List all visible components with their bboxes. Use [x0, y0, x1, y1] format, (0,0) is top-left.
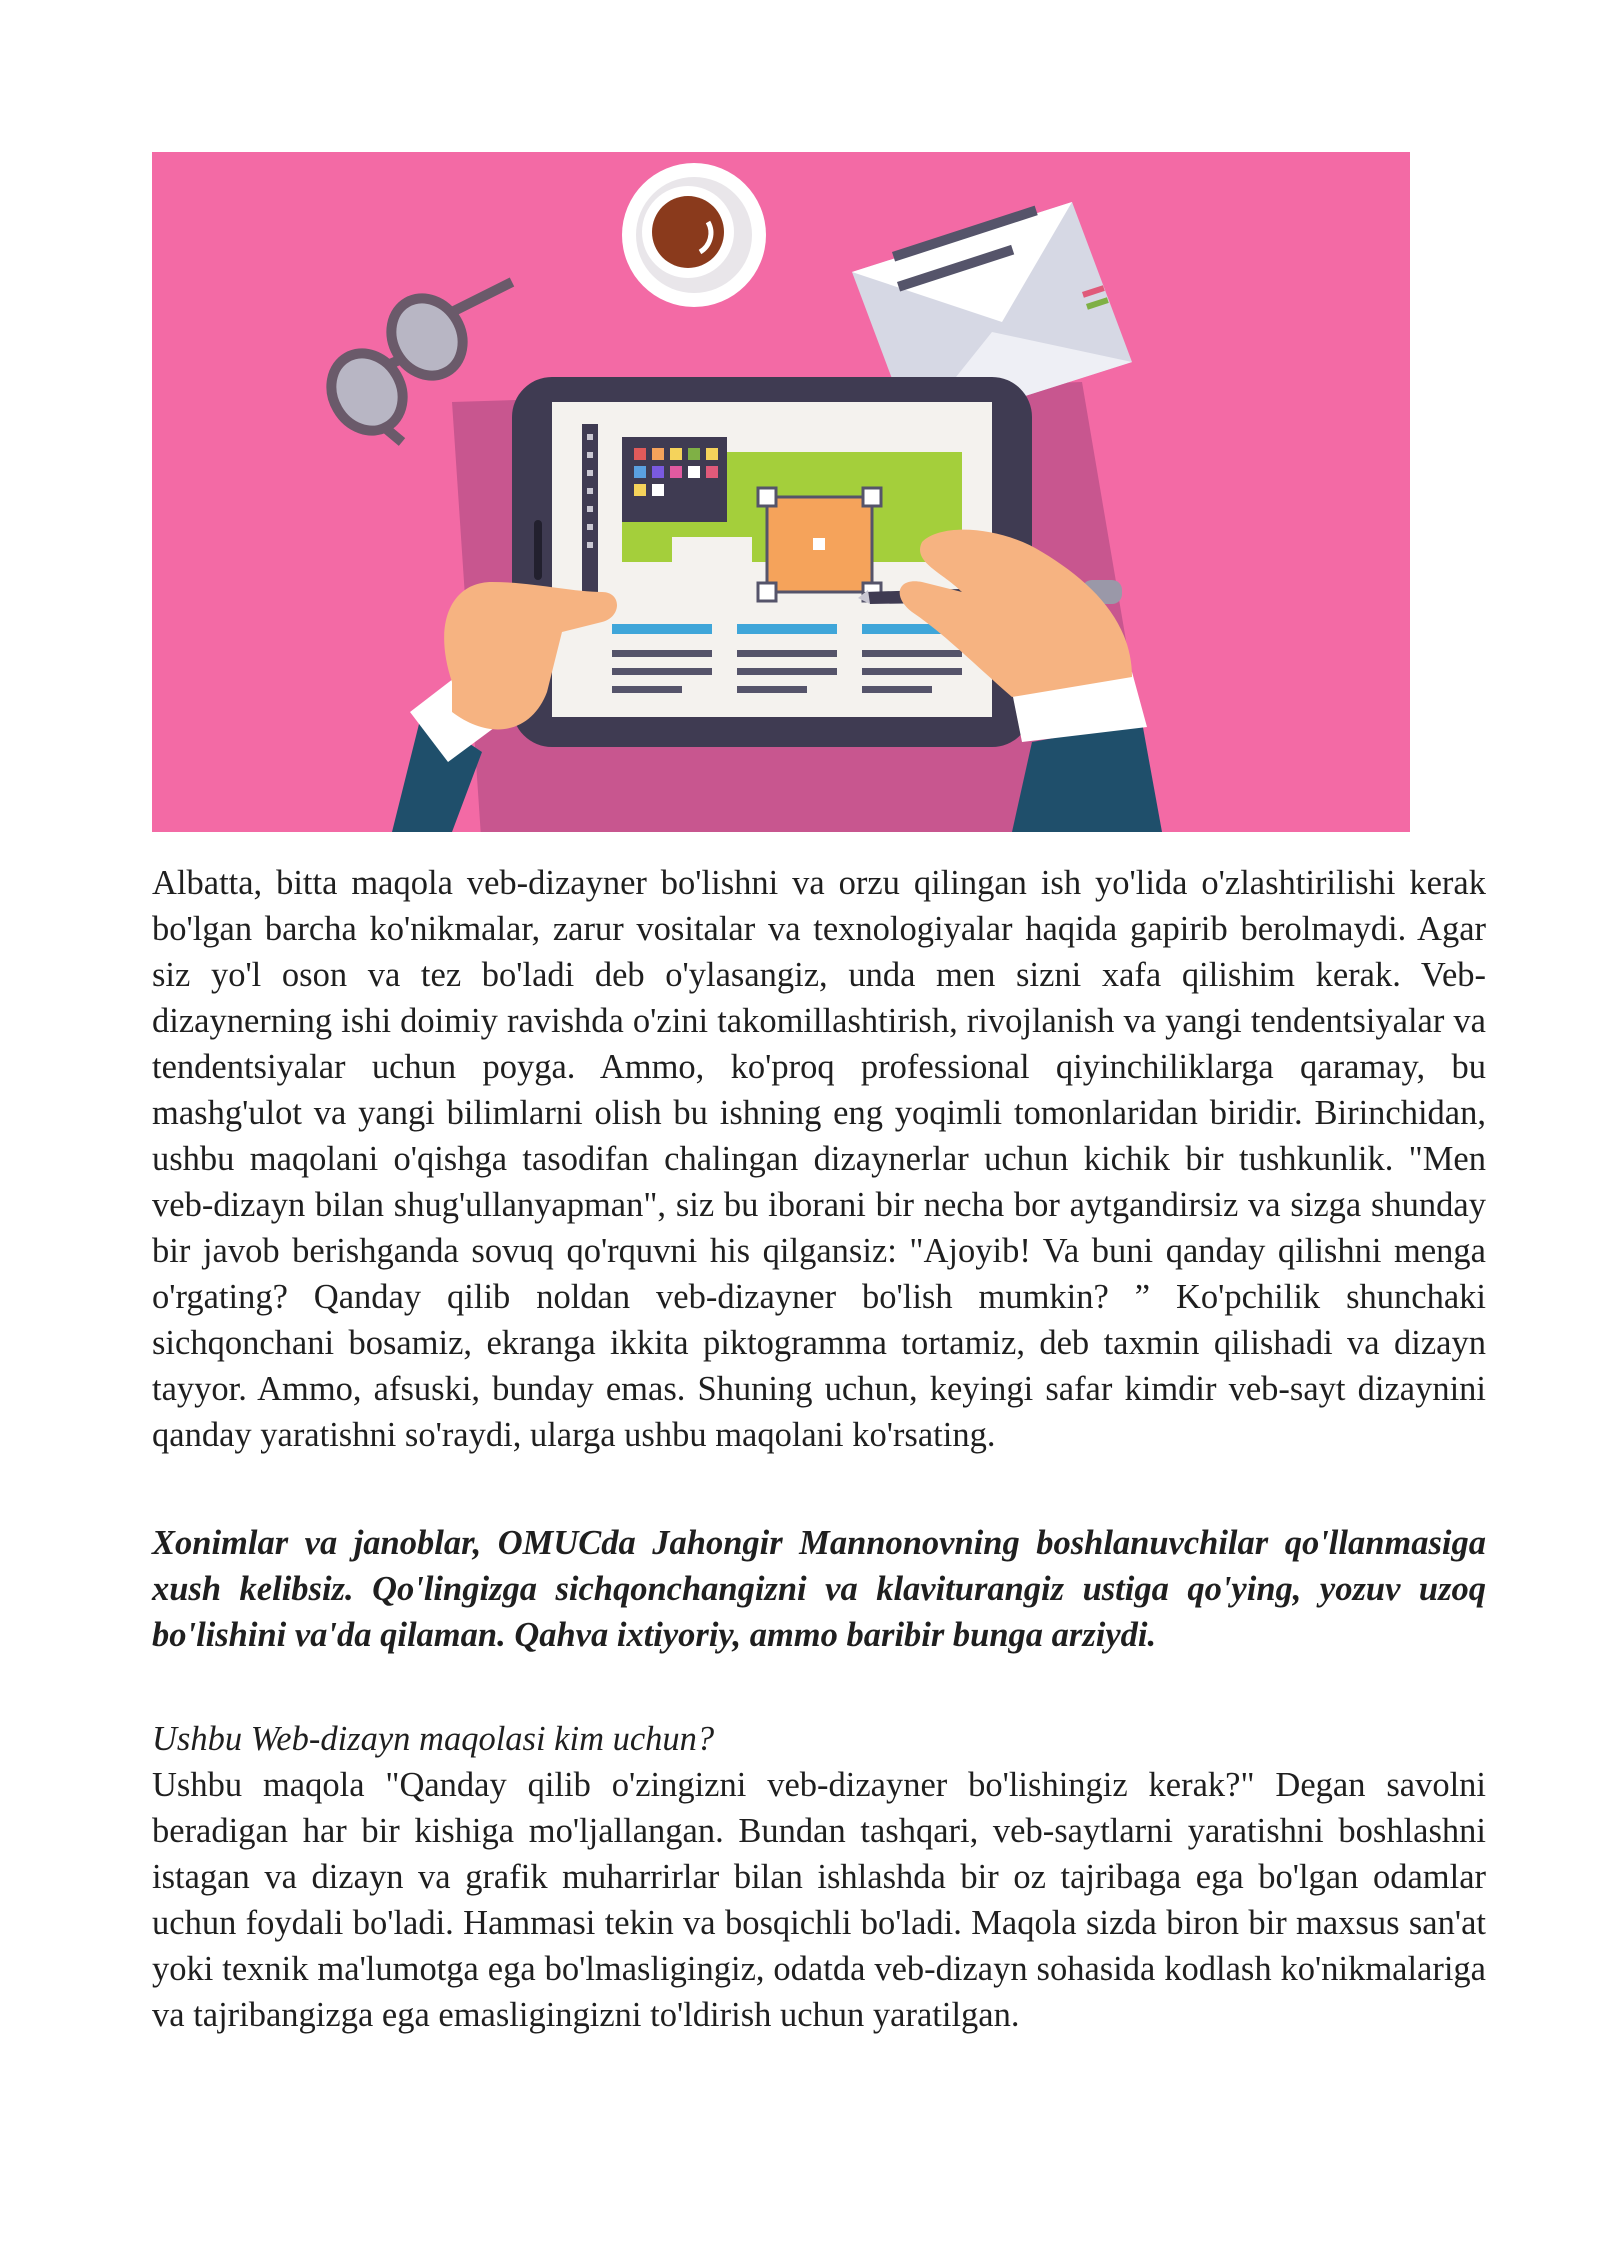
welcome-text: Xonimlar va janoblar, OMUCda Jahongir Mannonovning boshlanuvchilar qo'llanmasiga xush kelibsiz. Qo'lingizga sichqonchangizni va klaviturangiz ustiga qo'ying, yozuv uzoq bo'lishini va'da qilaman. Qahva ixtiyoriy, ammo baribir bunga arziydi. — [152, 1524, 1486, 1654]
subheading-text: Ushbu Web-dizayn maqolasi kim uchun? — [152, 1720, 715, 1758]
intro-text: Albatta, bitta maqola veb-dizayner bo'lishni va orzu qilingan ish yo'lida o'zlashtirilishi kerak bo'lgan barcha ko'nikmalar, zarur vositalar va texnologiyalar haqida gapirib berolmaydi. Agar siz yo'l oson va tez bo'ladi deb o'ylasangiz, unda men sizni xafa qilishim kerak. Veb-dizaynerning ishi doimiy ravishda o'zini takomillashtirish, rivojlanish va yangi tendentsiyalar va tendentsiyalar uchun poyga. Ammo, ko'proq professional qiyinchiliklarga qaramay, bu mashg'ulot va yangi bilimlarni olish bu ishning eng yoqimli tomonlaridan biridir. Birinchidan, ushbu maqolani o'qishga tasodifan chalingan dizaynerlar uchun kichik bir tushkunlik. "Men veb-dizayn bilan shug'ullanyapman", siz bu iborani bir necha bor aytgandirsiz va sizga shunday bir javob berishganda sovuq qo'rquvni his qilgansiz: "Ajoyib! Va buni qanday qilishni menga o'rgating? Qanday qilib noldan veb-dizayner bo'lish mumkin? ” Ko'pchilik shunchaki sichqonchani bosamiz, ekranga ikkita piktogramma tortamiz, deb taxmin qilishadi va dizayn tayyor. Ammo, afsuski, bunday emas. Shuning uchun, keyingi safar kimdir veb-sayt dizaynini qanday yaratishni so'raydi, ularga ushbu maqolani ko'rsating. — [152, 864, 1486, 1454]
section-subheading — [152, 1716, 1486, 1762]
audience-paragraph — [152, 1762, 1486, 2038]
audience-text: Ushbu maqola "Qanday qilib o'zingizni veb-dizayner bo'lishingiz kerak?" Degan savolni beradigan har bir kishiga mo'ljallangan. Bundan tashqari, veb-saytlarni yaratishni boshlashni istagan va dizayn va grafik muharrirlar bilan ishlashda bir oz tajribaga ega bo'lgan odamlar uchun foydali bo'ladi. Hammasi tekin va bosqichli bo'ladi. Maqola sizda biron bir maxsus san'at yoki texnik ma'lumotga ega bo'lmasligingiz, odatda veb-dizayn sohasida kodlash ko'nikmalariga va tajribangizga ega emasligingizni to'ldirish uchun yaratilgan. — [152, 1766, 1486, 2034]
welcome-paragraph — [152, 1520, 1486, 1658]
intro-paragraph — [152, 860, 1486, 1458]
web-design-tablet-icon — [152, 152, 1410, 832]
coffee-cup-icon — [622, 163, 766, 307]
hero-illustration — [152, 152, 1410, 832]
